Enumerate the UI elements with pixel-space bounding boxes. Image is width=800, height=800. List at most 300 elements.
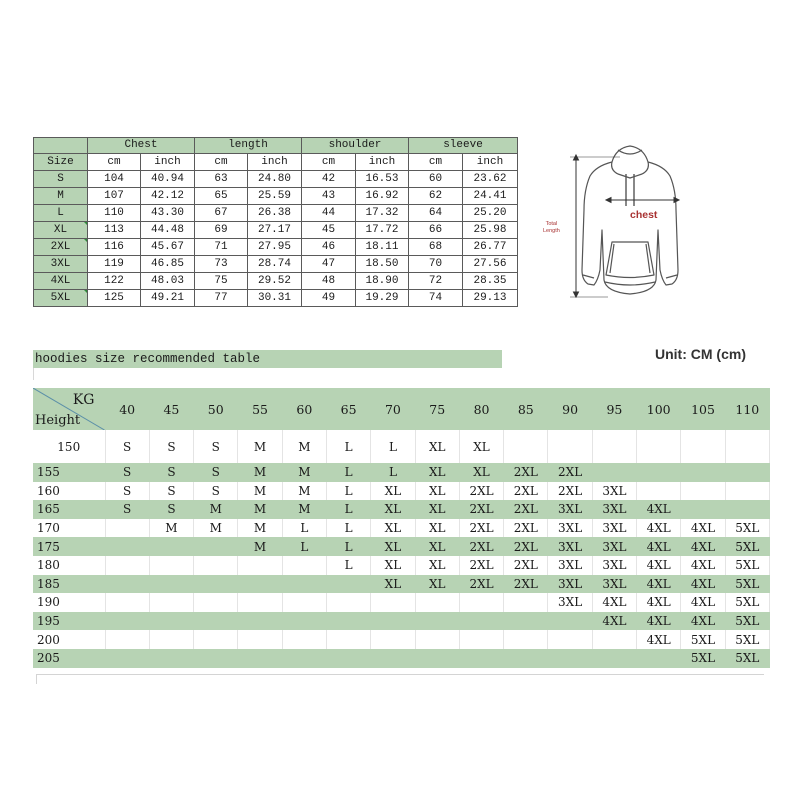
size-value: 3XL	[50, 258, 71, 270]
recommended-size: 3XL	[548, 575, 592, 594]
measurement-shoulder-cm: 45	[302, 222, 356, 239]
size-label	[34, 222, 88, 239]
recommended-size: L	[326, 519, 370, 538]
recommended-size: 2XL	[459, 575, 503, 594]
height-label: 160	[33, 482, 105, 501]
recommended-size: 5XL	[681, 630, 725, 649]
recommended-size	[504, 430, 548, 463]
recommended-size	[725, 500, 769, 519]
recommended-size: XL	[415, 500, 459, 519]
weight-header: 40	[105, 388, 149, 430]
size-recommendation-table	[33, 388, 770, 668]
recommended-size: M	[282, 482, 326, 501]
recommended-size: 3XL	[548, 500, 592, 519]
unit-cm: cm	[409, 154, 463, 171]
recommended-size	[504, 630, 548, 649]
recommended-size: 4XL	[681, 519, 725, 538]
recommended-size	[194, 537, 238, 556]
recommended-size: XL	[459, 463, 503, 482]
height-row	[33, 612, 769, 631]
measurement-shoulder-cm: 42	[302, 171, 356, 188]
measurement-sleeve-in: 27.56	[463, 256, 518, 273]
recommended-size	[105, 575, 149, 594]
weight-header: 105	[681, 388, 725, 430]
measurement-chest-cm: 119	[88, 256, 141, 273]
measurement-shoulder-in: 16.53	[356, 171, 409, 188]
unit-cm: cm	[195, 154, 248, 171]
recommended-size	[504, 593, 548, 612]
recommended-size: 4XL	[637, 612, 681, 631]
measurement-sleeve-cm: 70	[409, 256, 463, 273]
recommended-size	[326, 575, 370, 594]
measurement-sleeve-cm: 68	[409, 239, 463, 256]
measurement-shoulder-cm: 47	[302, 256, 356, 273]
corner-cell	[33, 388, 105, 430]
recommended-size	[149, 630, 193, 649]
measurement-chest-cm: 116	[88, 239, 141, 256]
recommended-size: M	[149, 519, 193, 538]
recommended-size	[592, 630, 636, 649]
recommended-size: 4XL	[592, 612, 636, 631]
size-header: Size	[34, 154, 88, 171]
measurement-length-in: 29.52	[248, 273, 302, 290]
recommended-size: XL	[415, 430, 459, 463]
measurement-length-cm: 71	[195, 239, 248, 256]
measurement-chest-cm: 107	[88, 188, 141, 205]
recommended-size: M	[238, 500, 282, 519]
group-header-row	[34, 138, 518, 154]
recommended-size: 2XL	[459, 500, 503, 519]
recommended-size	[149, 575, 193, 594]
recommended-size: 3XL	[548, 556, 592, 575]
measurement-length-cm: 75	[195, 273, 248, 290]
recommended-size: L	[326, 556, 370, 575]
recommended-size: 3XL	[592, 575, 636, 594]
recommended-size	[681, 430, 725, 463]
size-label	[34, 239, 88, 256]
recommended-size: 4XL	[637, 575, 681, 594]
measurement-length-cm: 77	[195, 290, 248, 307]
kg-label: KG	[72, 392, 95, 408]
height-label: 170	[33, 519, 105, 538]
recommended-size	[238, 575, 282, 594]
recommended-size	[326, 649, 370, 668]
recommended-size	[637, 430, 681, 463]
height-row	[33, 649, 769, 668]
measurement-chest-in: 42.12	[141, 188, 195, 205]
recommended-size	[681, 463, 725, 482]
recommended-size	[415, 630, 459, 649]
divider	[36, 674, 764, 675]
measurement-shoulder-cm: 49	[302, 290, 356, 307]
recommended-size	[592, 430, 636, 463]
total-length-line2: Length	[543, 228, 560, 234]
recommended-size: 2XL	[459, 482, 503, 501]
recommended-size: M	[238, 463, 282, 482]
measurement-chest-cm: 113	[88, 222, 141, 239]
measurement-sleeve-in: 29.13	[463, 290, 518, 307]
measurement-sleeve-in: 25.98	[463, 222, 518, 239]
measurement-chest-cm: 122	[88, 273, 141, 290]
hoodie-diagram	[530, 130, 730, 310]
recommended-size	[282, 556, 326, 575]
height-row	[33, 630, 769, 649]
recommended-size: 4XL	[637, 500, 681, 519]
recommended-size: 2XL	[459, 556, 503, 575]
divider	[36, 674, 37, 684]
recommended-size	[548, 649, 592, 668]
size-value: L	[57, 207, 64, 219]
recommended-size: 5XL	[725, 649, 769, 668]
recommended-size: 5XL	[725, 537, 769, 556]
recommended-size	[415, 649, 459, 668]
unit-inch: inch	[248, 154, 302, 171]
recommended-size	[149, 649, 193, 668]
recommended-size	[637, 482, 681, 501]
size-label	[34, 273, 88, 290]
size-row	[34, 222, 518, 239]
measurement-sleeve-cm: 62	[409, 188, 463, 205]
recommended-size	[459, 630, 503, 649]
recommended-size: M	[238, 430, 282, 463]
recommended-size: L	[282, 537, 326, 556]
recommended-size	[725, 482, 769, 501]
measurement-shoulder-cm: 43	[302, 188, 356, 205]
weight-header: 90	[548, 388, 592, 430]
recommended-size	[194, 593, 238, 612]
recommended-size	[105, 612, 149, 631]
weight-header: 110	[725, 388, 769, 430]
unit-cm: cm	[302, 154, 356, 171]
recommended-size: 3XL	[548, 537, 592, 556]
recommended-size	[592, 649, 636, 668]
recommended-size	[194, 612, 238, 631]
measurement-chest-cm: 104	[88, 171, 141, 188]
recommended-size: 2XL	[459, 519, 503, 538]
recommended-size: XL	[371, 575, 415, 594]
recommended-size	[681, 482, 725, 501]
recommended-size	[282, 612, 326, 631]
weight-header: 50	[194, 388, 238, 430]
weight-header: 65	[326, 388, 370, 430]
recommended-size: L	[326, 430, 370, 463]
height-label: 200	[33, 630, 105, 649]
measurement-shoulder-in: 17.72	[356, 222, 409, 239]
recommended-size: 2XL	[504, 556, 548, 575]
recommended-size: M	[238, 537, 282, 556]
recommended-size	[194, 556, 238, 575]
recommended-size: XL	[415, 575, 459, 594]
recommended-size: 4XL	[681, 575, 725, 594]
recommended-size: 4XL	[637, 537, 681, 556]
group-length: length	[195, 138, 302, 154]
measurement-shoulder-in: 19.29	[356, 290, 409, 307]
recommended-size	[415, 612, 459, 631]
weight-header: 70	[371, 388, 415, 430]
height-label: 155	[33, 463, 105, 482]
recommended-size	[149, 593, 193, 612]
recommended-size: M	[282, 430, 326, 463]
recommended-size: XL	[415, 519, 459, 538]
weight-header: 95	[592, 388, 636, 430]
recommended-size: 2XL	[504, 519, 548, 538]
unit-inch: inch	[463, 154, 518, 171]
size-label	[34, 171, 88, 188]
measurement-chest-cm: 110	[88, 205, 141, 222]
recommended-size: 4XL	[681, 537, 725, 556]
recommended-size: 2XL	[548, 482, 592, 501]
size-label	[34, 205, 88, 222]
unit-header-row	[34, 154, 518, 171]
recommended-size: 4XL	[637, 556, 681, 575]
weight-header: 85	[504, 388, 548, 430]
measurement-sleeve-cm: 60	[409, 171, 463, 188]
recommended-size	[282, 593, 326, 612]
size-value: M	[57, 190, 64, 202]
measurement-length-in: 27.95	[248, 239, 302, 256]
recommended-size: 5XL	[725, 593, 769, 612]
height-row	[33, 500, 769, 519]
group-shoulder: shoulder	[302, 138, 409, 154]
recommended-size	[105, 519, 149, 538]
recommended-size	[504, 612, 548, 631]
recommended-size	[282, 630, 326, 649]
measurement-shoulder-in: 16.92	[356, 188, 409, 205]
recommended-size: XL	[371, 537, 415, 556]
measurement-sleeve-in: 25.20	[463, 205, 518, 222]
recommended-size: 5XL	[725, 575, 769, 594]
group-sleeve: sleeve	[409, 138, 518, 154]
measurement-chest-in: 44.48	[141, 222, 195, 239]
weight-header: 55	[238, 388, 282, 430]
height-row	[33, 482, 769, 501]
unit-inch: inch	[141, 154, 195, 171]
recommended-size	[149, 537, 193, 556]
recommended-size: M	[238, 519, 282, 538]
recommended-size: XL	[371, 482, 415, 501]
recommended-size: 3XL	[592, 500, 636, 519]
recommended-size	[105, 630, 149, 649]
recommended-size	[459, 593, 503, 612]
measurement-chest-in: 43.30	[141, 205, 195, 222]
cell-marker-icon	[84, 239, 88, 243]
measurement-shoulder-in: 18.90	[356, 273, 409, 290]
height-label: 165	[33, 500, 105, 519]
divider	[33, 368, 34, 380]
measurement-length-in: 30.31	[248, 290, 302, 307]
recommended-size: M	[282, 500, 326, 519]
size-row	[34, 290, 518, 307]
recommended-size: 3XL	[548, 593, 592, 612]
size-row	[34, 239, 518, 256]
recommended-size	[194, 649, 238, 668]
height-label: 180	[33, 556, 105, 575]
recommended-size: 4XL	[592, 593, 636, 612]
recommended-size	[105, 537, 149, 556]
recommend-title: hoodies size recommended table	[33, 350, 502, 368]
measurement-chest-in: 45.67	[141, 239, 195, 256]
recommended-size: S	[149, 430, 193, 463]
recommended-size	[637, 463, 681, 482]
recommended-size: 4XL	[637, 519, 681, 538]
measurement-shoulder-cm: 48	[302, 273, 356, 290]
recommended-size	[282, 649, 326, 668]
measurement-sleeve-in: 28.35	[463, 273, 518, 290]
size-value: S	[57, 173, 64, 185]
recommended-size	[105, 556, 149, 575]
recommended-size: S	[149, 463, 193, 482]
size-row	[34, 171, 518, 188]
recommended-size	[326, 593, 370, 612]
weight-header-row	[33, 388, 769, 430]
total-length-line1: Total	[545, 221, 558, 227]
height-row	[33, 463, 769, 482]
height-label: 195	[33, 612, 105, 631]
measurement-chest-in: 46.85	[141, 256, 195, 273]
recommended-size: S	[105, 482, 149, 501]
measurement-length-cm: 63	[195, 171, 248, 188]
recommended-size	[371, 593, 415, 612]
recommended-size: 3XL	[592, 556, 636, 575]
unit-inch: inch	[356, 154, 409, 171]
recommended-size	[459, 612, 503, 631]
recommended-size	[725, 430, 769, 463]
recommended-size	[149, 612, 193, 631]
measurement-sleeve-cm: 64	[409, 205, 463, 222]
recommended-size: L	[326, 482, 370, 501]
recommended-size	[371, 630, 415, 649]
size-value: 5XL	[50, 292, 71, 304]
recommended-size: 2XL	[459, 537, 503, 556]
size-label	[34, 188, 88, 205]
recommended-size: 2XL	[504, 500, 548, 519]
recommended-size: L	[326, 537, 370, 556]
recommended-size: S	[105, 500, 149, 519]
measurement-length-in: 28.74	[248, 256, 302, 273]
corner-cell	[34, 138, 88, 154]
recommended-size	[238, 630, 282, 649]
measurement-length-in: 27.17	[248, 222, 302, 239]
measurement-shoulder-in: 17.32	[356, 205, 409, 222]
height-row	[33, 537, 769, 556]
size-value: 2XL	[50, 241, 71, 253]
recommended-size: 4XL	[681, 556, 725, 575]
height-row	[33, 575, 769, 594]
recommended-size: 4XL	[637, 593, 681, 612]
recommended-size: 2XL	[504, 537, 548, 556]
recommended-size	[149, 556, 193, 575]
chest-label: chest	[630, 209, 658, 221]
recommended-size: 4XL	[681, 612, 725, 631]
unit-cm: cm	[88, 154, 141, 171]
recommended-size: 4XL	[681, 593, 725, 612]
recommended-size: S	[194, 463, 238, 482]
recommended-size: S	[194, 482, 238, 501]
size-row	[34, 256, 518, 273]
height-row	[33, 593, 769, 612]
measurement-shoulder-in: 18.11	[356, 239, 409, 256]
size-row	[34, 188, 518, 205]
recommended-size	[105, 593, 149, 612]
recommended-size: M	[194, 500, 238, 519]
recommended-size: M	[238, 482, 282, 501]
recommended-size: 3XL	[592, 519, 636, 538]
recommended-size: L	[371, 463, 415, 482]
recommended-size: XL	[415, 482, 459, 501]
recommended-size	[371, 612, 415, 631]
recommended-size: 3XL	[592, 537, 636, 556]
recommended-size: S	[105, 430, 149, 463]
group-chest: Chest	[88, 138, 195, 154]
recommended-size	[194, 630, 238, 649]
recommended-size	[238, 593, 282, 612]
measurement-sleeve-in: 24.41	[463, 188, 518, 205]
measurement-sleeve-in: 26.77	[463, 239, 518, 256]
weight-header: 60	[282, 388, 326, 430]
recommended-size	[371, 649, 415, 668]
recommended-size: XL	[371, 519, 415, 538]
size-label	[34, 256, 88, 273]
recommended-size: 5XL	[725, 612, 769, 631]
recommended-size	[415, 593, 459, 612]
recommended-size	[326, 612, 370, 631]
recommended-size	[238, 612, 282, 631]
measurement-shoulder-in: 18.50	[356, 256, 409, 273]
measurement-sleeve-in: 23.62	[463, 171, 518, 188]
recommended-size: L	[326, 463, 370, 482]
recommended-size: L	[282, 519, 326, 538]
recommended-size: XL	[415, 556, 459, 575]
recommended-size: XL	[415, 537, 459, 556]
recommended-size	[105, 649, 149, 668]
recommended-size	[548, 430, 592, 463]
measurement-sleeve-cm: 74	[409, 290, 463, 307]
recommended-size: 5XL	[681, 649, 725, 668]
recommended-size: 5XL	[725, 519, 769, 538]
cell-marker-icon	[84, 222, 88, 226]
recommended-size: S	[149, 500, 193, 519]
recommended-size: 3XL	[592, 482, 636, 501]
measurement-length-cm: 69	[195, 222, 248, 239]
weight-header: 75	[415, 388, 459, 430]
measurement-sleeve-cm: 66	[409, 222, 463, 239]
size-value: 4XL	[50, 275, 71, 287]
size-value: XL	[53, 224, 68, 236]
measurement-shoulder-cm: 44	[302, 205, 356, 222]
height-label: Height	[35, 413, 81, 428]
recommended-size: 2XL	[504, 463, 548, 482]
recommended-size: M	[194, 519, 238, 538]
measurement-length-in: 25.59	[248, 188, 302, 205]
recommended-size	[548, 630, 592, 649]
weight-header: 80	[459, 388, 503, 430]
measurement-chest-in: 49.21	[141, 290, 195, 307]
recommended-size: 4XL	[637, 630, 681, 649]
weight-header: 45	[149, 388, 193, 430]
recommended-size: 5XL	[725, 556, 769, 575]
height-row	[33, 430, 769, 463]
cell-marker-icon	[84, 290, 88, 294]
recommended-size: L	[326, 500, 370, 519]
recommended-size: 2XL	[504, 575, 548, 594]
recommended-size	[459, 649, 503, 668]
recommended-size	[592, 463, 636, 482]
recommended-size: 2XL	[548, 463, 592, 482]
measurement-chest-in: 48.03	[141, 273, 195, 290]
measurement-length-cm: 67	[195, 205, 248, 222]
measurement-length-in: 26.38	[248, 205, 302, 222]
height-label: 185	[33, 575, 105, 594]
